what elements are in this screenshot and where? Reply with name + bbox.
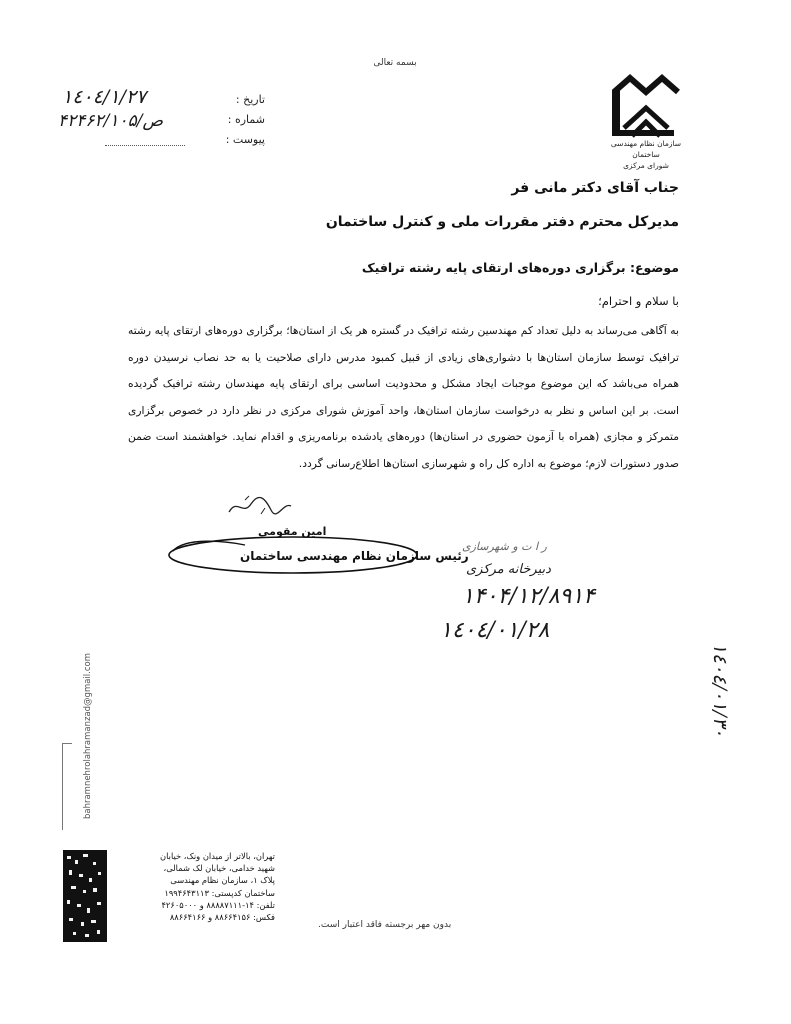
- letter-body: به آگاهی می‌رساند به دلیل تعداد کم مهندسین رشته ترافیک در گستره هر یک از استان‌ها؛ برگزاری دوره‌های ارتقای پایه رشته ترافیک توسط سازمان استان‌ها با دشواری‌های زیادی از قبیل کمبود مدرس دارای صلاحیت یا به حد نصاب نرسیدن دوره همراه می‌باشد که این موضوع موجبات ایجاد مشکل و محدودیت اساسی برای ارتقای پایه مهندسان رشته ترافیک گردیده است. بر این اساس و نظر به درخواست سازمان استان‌ها، واحد آموزش شورای مرکزی در نظر دارد در خصوص برگزاری متمرکز و مجازی (همراه با آزمون حضوری در استان‌ها) دوره‌های یادشده برنامه‌ریزی و اقدام نماید. خواهشمند است ضمن صدور دستورات لازم؛ موضوع به اداره کل راه و شهرسازی استان‌ها اطلاع‌رسانی گردد.: [128, 324, 679, 470]
- handwritten-line1: ر ا ت و شهرسازی: [462, 540, 547, 553]
- address-line: فکس: ۸۸۶۶۴۱۵۶ و ۸۸۶۶۴۱۶۶: [169, 912, 275, 923]
- basmala: بسمه تعالی: [373, 58, 417, 68]
- logo-mark-icon: [606, 70, 686, 142]
- attachment-dots: [105, 145, 185, 146]
- number-value: ۴۲۴۶۲/۱۰۵/ص: [58, 111, 164, 131]
- greeting: با سلام و احترام؛: [598, 294, 679, 308]
- side-date-text: ۱٤٠٤/٠١/٣٠: [709, 642, 731, 738]
- side-divider-line: [62, 744, 63, 830]
- organization-logo: [606, 70, 686, 142]
- handwritten-line3: ۱۴۰۴/۱۲/۸۹۱۴: [462, 584, 595, 609]
- recipient-name: جناب آقای دکتر مانی فر: [511, 180, 679, 196]
- address-line: تلفن: ۱۴-۸۸۸۸۷۱۱۱ و ۴۲۶۰۵۰۰۰: [161, 899, 275, 910]
- side-divider-tick: [62, 743, 72, 744]
- org-name-line2: شورای مرکزی: [623, 161, 669, 170]
- org-name-line1: سازمان نظام مهندسی ساختمان: [610, 139, 682, 159]
- date-row: [140, 93, 265, 106]
- qr-code: [63, 850, 107, 942]
- attachment-label: پیوست :: [225, 133, 265, 146]
- organization-name: [596, 138, 696, 171]
- signer-name: امین مقومی: [258, 525, 327, 538]
- address-line: شهید خدامی، خیابان لک شمالی،: [163, 863, 275, 874]
- recipient-title: مدیرکل محترم دفتر مقررات ملی و کنترل ساختمان: [325, 214, 679, 230]
- handwritten-line2: دبیرخانه مرکزی: [466, 562, 551, 577]
- signature-scribble-icon: [225, 494, 295, 518]
- date-value: ۱٤٠٤/١/٢٧: [62, 86, 147, 108]
- side-email: [78, 646, 98, 826]
- address-line: پلاک ۱، سازمان نظام مهندسی: [170, 875, 275, 886]
- footer-address: [115, 850, 275, 923]
- subject-line: موضوع: برگزاری دوره‌های ارتقای پایه رشته ترافیک: [361, 260, 679, 275]
- address-line: ساختمان کدپستی: ۱۹۹۴۶۴۳۱۱۳: [164, 887, 275, 898]
- qr-pattern-icon: [63, 850, 107, 942]
- signer-title: رئیس سازمان نظام مهندسی ساختمان: [240, 549, 469, 563]
- side-date: [700, 630, 740, 750]
- handwritten-line4: ۱٤٠٤/٠١/٢٨: [440, 618, 550, 643]
- seal-note: بدون مهر برجسته فاقد اعتبار است.: [318, 920, 452, 930]
- side-email-text: bahramnehrolahramanzad@gmail.com: [83, 652, 93, 820]
- number-label: شماره :: [227, 113, 265, 126]
- address-line: تهران، بالاتر از میدان ونک، خیابان: [160, 851, 275, 861]
- date-label: تاریخ :: [235, 93, 265, 106]
